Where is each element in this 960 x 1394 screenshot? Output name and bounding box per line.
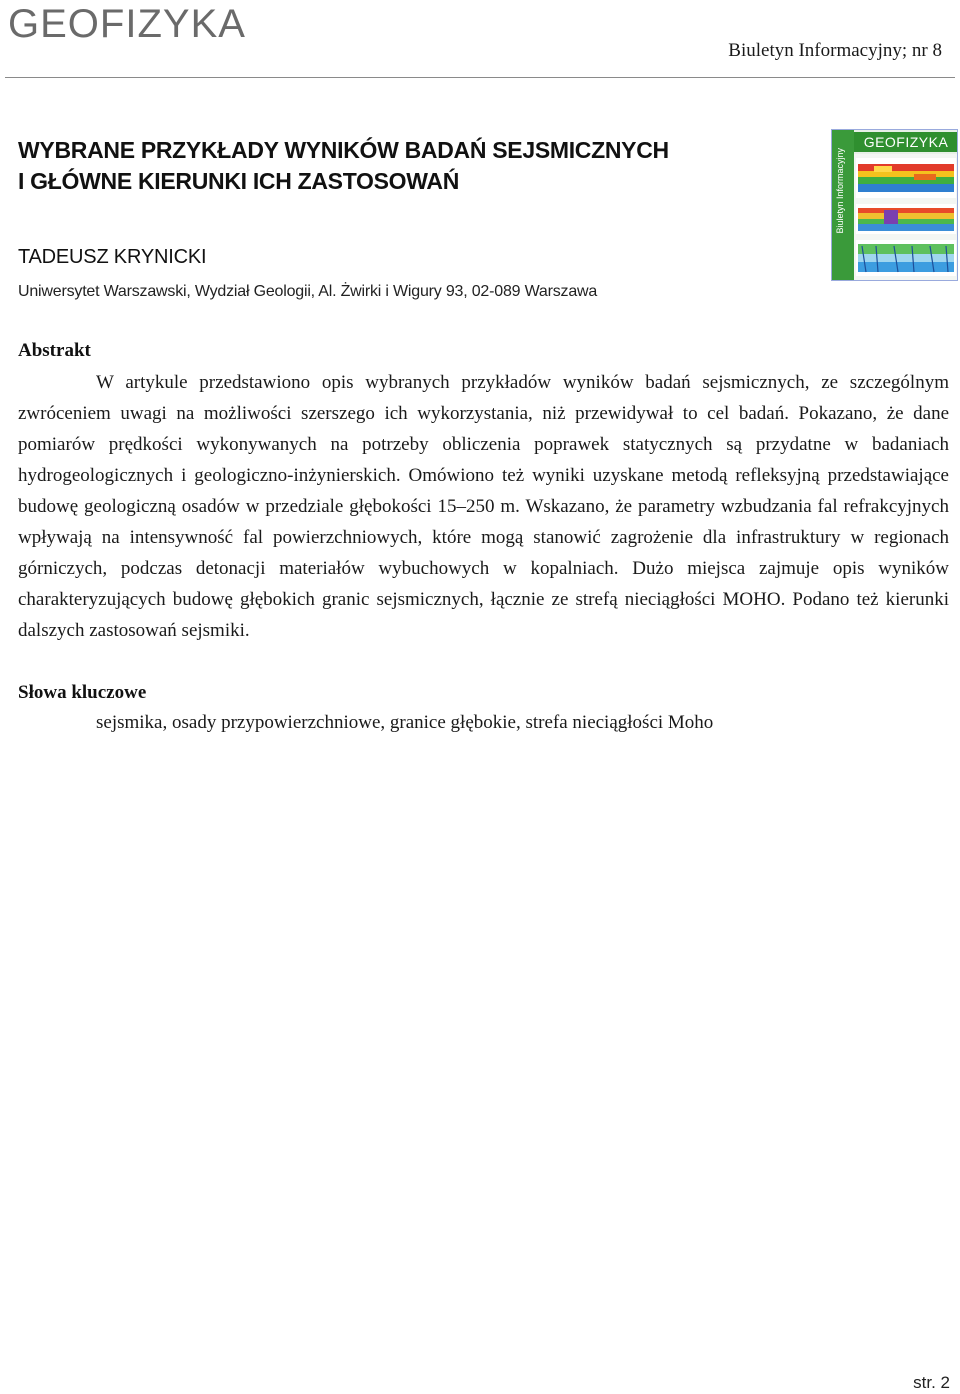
journal-logo xyxy=(8,4,246,44)
keywords-text: sejsmika, osady przypowierzchniowe, granice głębokie, strefa nieciągłości Moho xyxy=(96,712,714,733)
keywords-heading: Słowa kluczowe xyxy=(18,682,147,703)
title-line-1: WYBRANE PRZYKŁADY WYNIKÓW BADAŃ SEJSMICZNYCH xyxy=(18,137,669,163)
logo-text: GEOFIZYKA xyxy=(8,2,246,46)
author-name: TADEUSZ KRYNICKI xyxy=(18,246,207,268)
bulletin-cover-image xyxy=(831,129,958,281)
abstract-text: W artykule przedstawiono opis wybranych przykładów wyników badań sejsmicznych, ze szczególnym zwróceniem uwagi na możliwości szerszego ich wykorzystania, niż przewidywał to cel badań. Pokazano, że dane pomiarów prędkości wykonywanych na potrzeby obliczenia poprawek statycznych są przydatne w badaniach hydrogeologicznych i geologiczno-inżynierskich. Omówiono też wyniki uzyskane metodą refleksyjną przedstawiające budowę geologiczną osadów w przedziale głębokości 15‒250 m. Wskazano, że parametry wzbudzania fal refrakcyjnych wpływają na intensywność fal powierzchniowych, które mogą stanowić zagrożenie dla infrastruktury w regionach górniczych, podczas detonacji materiałów wybuchowych w kopalniach. Dużo miejsca zajmuje opis wyników charakteryzujących budowę głębokich granic sejsmicznych, łącznie ze strefą nieciągłości MOHO. Podano też kierunki dalszych zastosowań sejsmiki. xyxy=(18,372,949,641)
author-affiliation: Uniwersytet Warszawski, Wydział Geologii, Al. Żwirki i Wigury 93, 02-089 Warszawa xyxy=(18,283,598,300)
article-title xyxy=(18,135,669,197)
header-divider xyxy=(5,77,955,78)
bulletin-label: Biuletyn Informacyjny; nr 8 xyxy=(728,40,942,61)
page-number: str. 2 xyxy=(913,1373,950,1392)
cover-title: GEOFIZYKA xyxy=(854,132,958,152)
title-line-2: I GŁÓWNE KIERUNKI ICH ZASTOSOWAŃ xyxy=(18,168,460,194)
cover-seismic-section-graphic xyxy=(854,154,958,281)
cover-spine-text: Biuletyn Informacyjny xyxy=(835,148,845,234)
abstract-heading: Abstrakt xyxy=(18,340,91,361)
